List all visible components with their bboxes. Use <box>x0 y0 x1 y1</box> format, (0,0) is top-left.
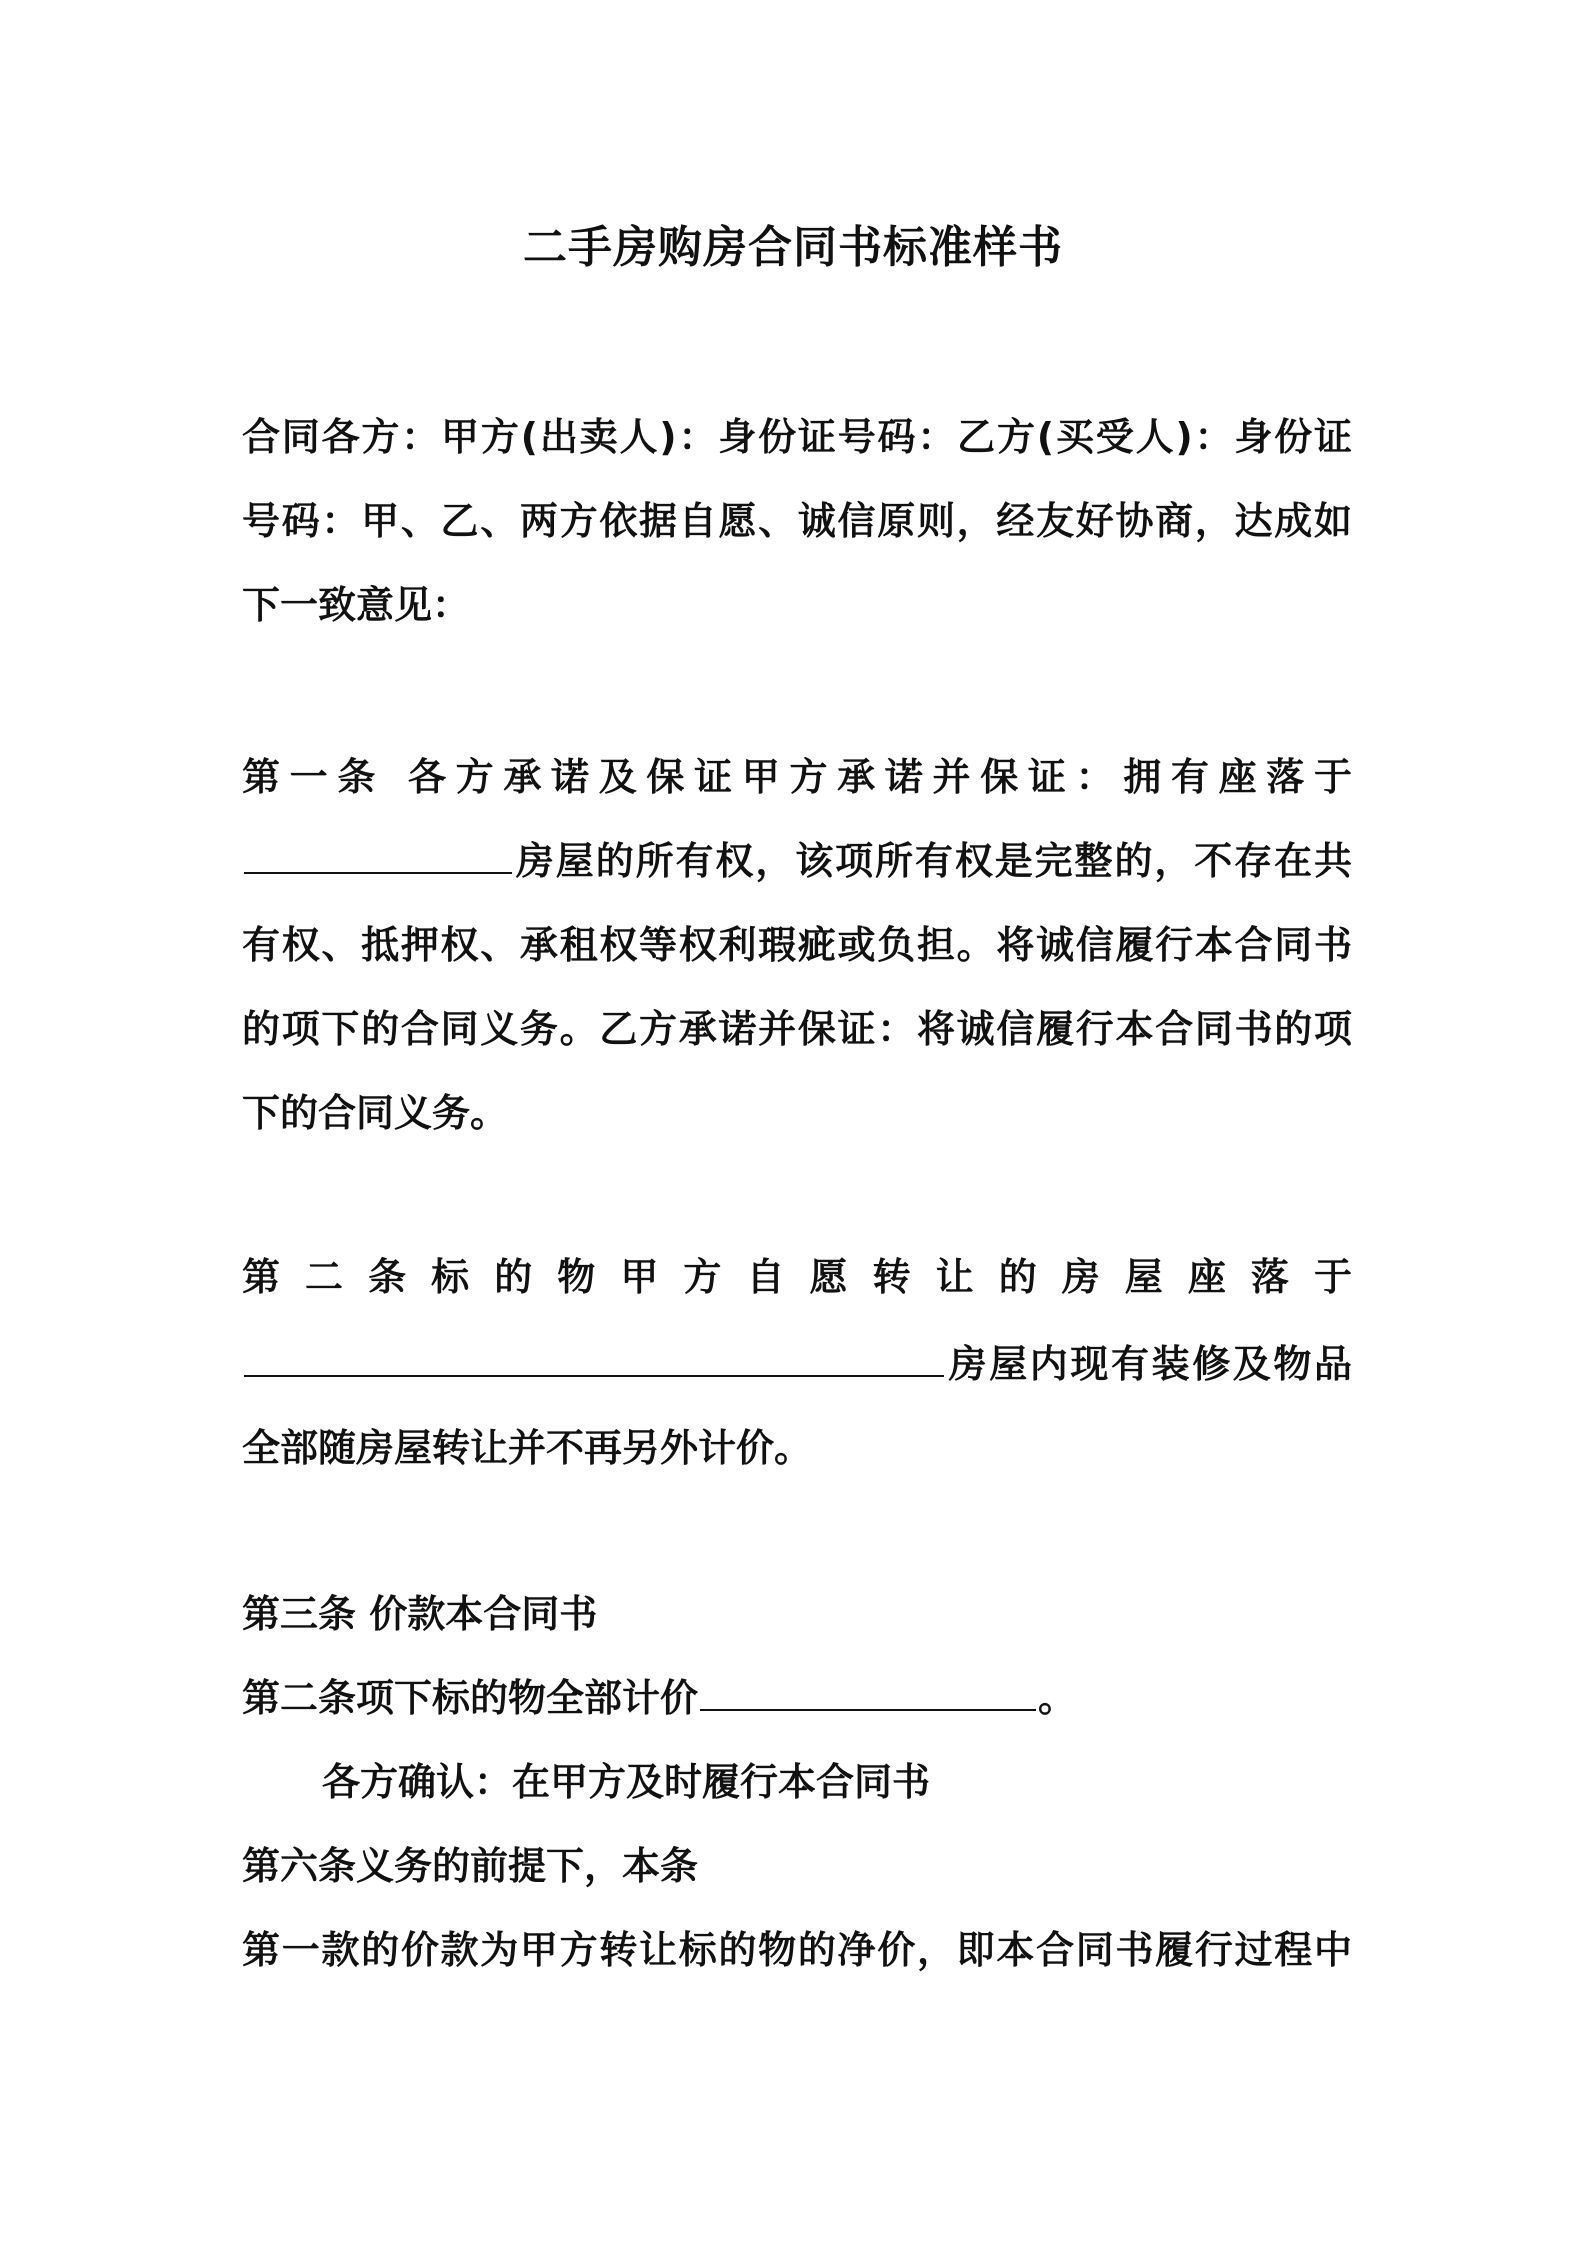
article-1-line-4: 的项下的合同义务。乙方承诺并保证：将诚信履行本合同书的项 <box>242 1007 1352 1051</box>
document-title: 二手房购房合同书标准样书 <box>523 222 1063 273</box>
property-location-blank <box>244 849 512 874</box>
article-1-line-2 <box>242 819 1352 903</box>
article-2-line-1: 第二条标的物甲方自愿转让的房屋座落于 <box>242 1255 1352 1299</box>
preamble-line-1: 合同各方：甲方(出卖人)：身份证号码：乙方(买受人)：身份证 <box>242 415 1352 459</box>
article-1-line-2-text: 房屋的所有权，该项所有权是完整的，不存在共 <box>514 839 1352 883</box>
article-2-line-2-text: 房屋内现有装修及物品 <box>946 1342 1352 1386</box>
article-3-line-5: 第一款的价款为甲方转让标的物的净价，即本合同书履行过程中 <box>242 1928 1352 1972</box>
article-2-line-3: 全部随房屋转让并不再另外计价。 <box>242 1426 813 1470</box>
transfer-property-blank <box>244 1352 944 1377</box>
article-3-line-3: 各方确认：在甲方及时履行本合同书 <box>322 1760 931 1804</box>
article-1-line-5: 下的合同义务。 <box>242 1091 509 1135</box>
article-3-line-1: 第三条 价款本合同书 <box>242 1592 598 1636</box>
preamble-line-2: 号码：甲、乙、两方依据自愿、诚信原则，经友好协商，达成如 <box>242 499 1352 543</box>
article-2-line-2 <box>242 1322 1352 1406</box>
preamble-line-3: 下一致意见： <box>242 583 471 627</box>
article-3-line-2 <box>242 1656 1352 1740</box>
article-3-line-2-text: 第二条项下标的物全部计价 <box>242 1676 699 1720</box>
article-3-line-2-end: 。 <box>1038 1676 1077 1720</box>
total-price-blank <box>700 1686 1036 1711</box>
article-1-line-1: 第一条 各方承诺及保证甲方承诺并保证：拥有座落于 <box>242 755 1352 799</box>
article-3-line-4: 第六条义务的前提下，本条 <box>242 1844 699 1888</box>
article-1-line-3: 有权、抵押权、承租权等权利瑕疵或负担。将诚信履行本合同书 <box>242 923 1352 967</box>
